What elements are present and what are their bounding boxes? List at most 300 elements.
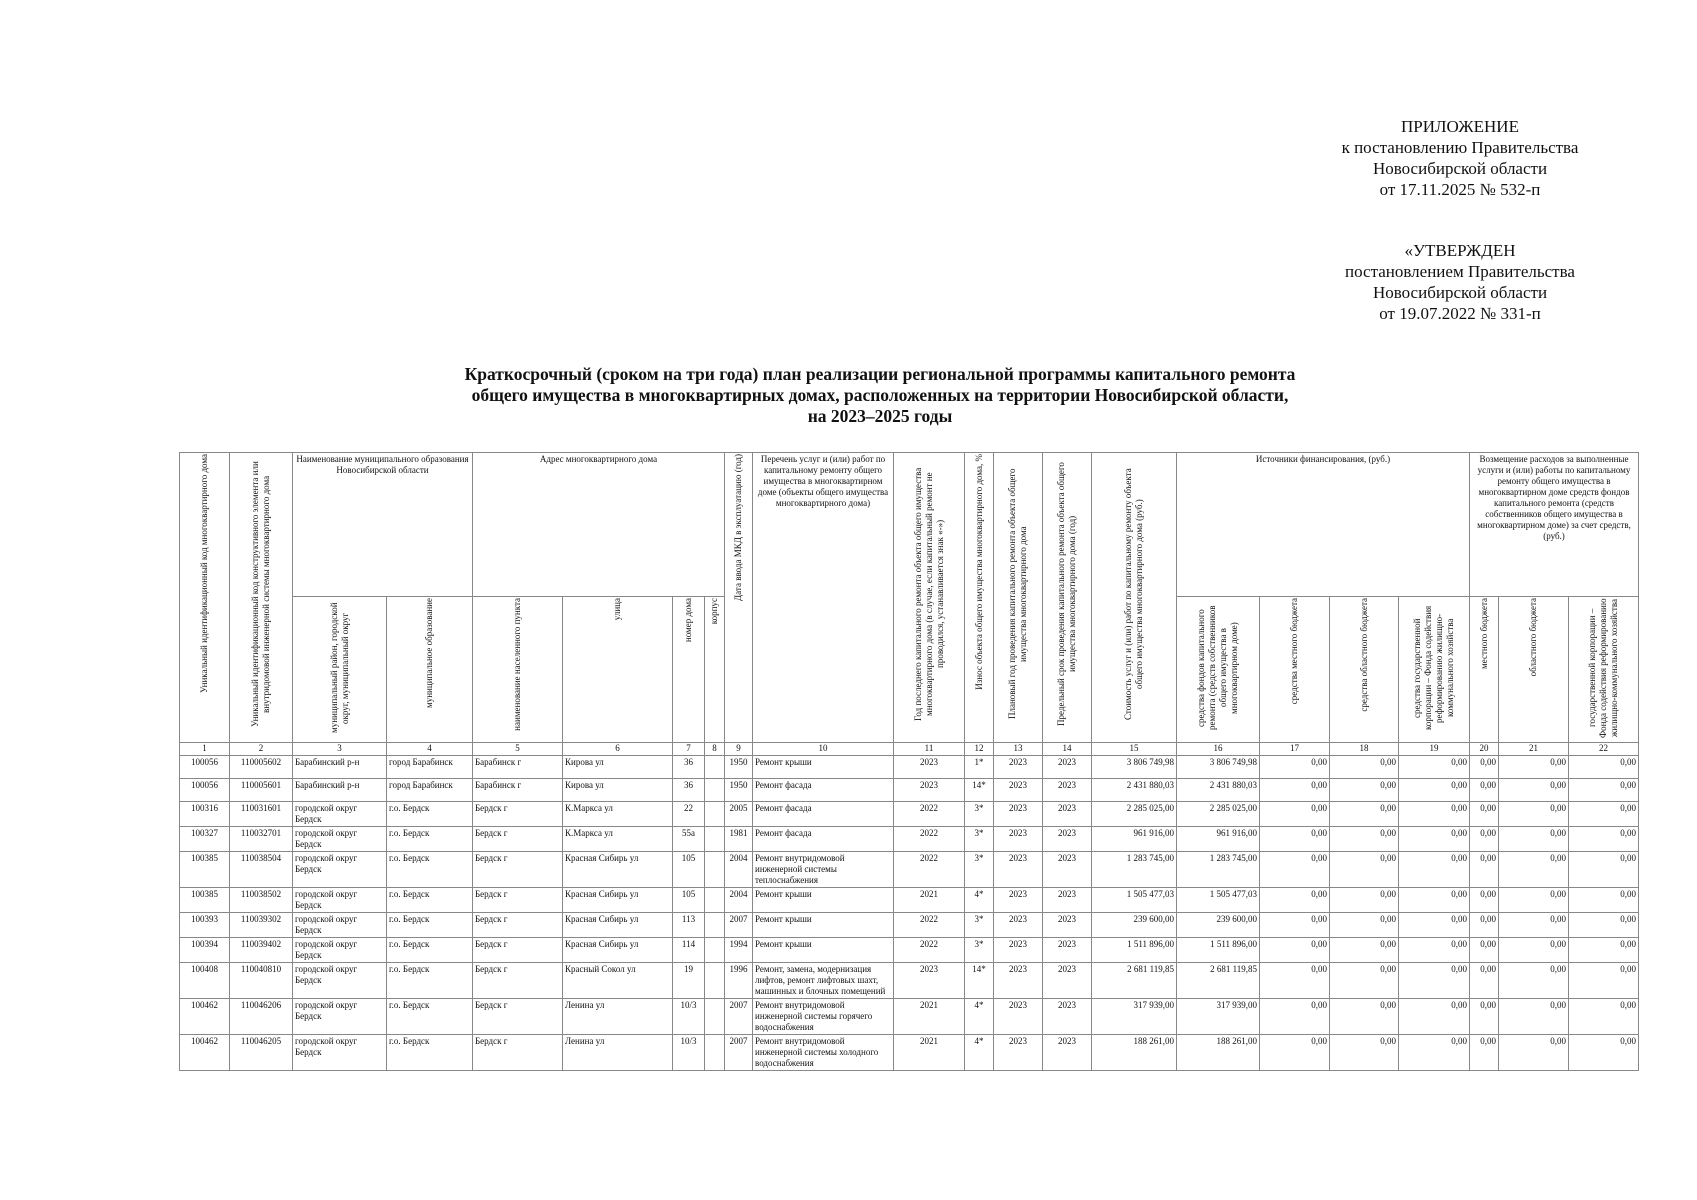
column-number-cell: 21 [1499,743,1569,756]
table-cell [705,999,725,1035]
header-cell [1043,453,1092,743]
table-cell: 0,00 [1569,963,1639,999]
table-row [180,1035,1639,1071]
table-cell: 2023 [894,963,965,999]
table-cell: 0,00 [1330,913,1399,938]
table-cell [705,827,725,852]
table-cell: 0,00 [1330,852,1399,888]
header-cell [1177,597,1260,743]
column-number-cell: 14 [1043,743,1092,756]
table-cell: 0,00 [1330,938,1399,963]
header-text: Стоимость услуг и (или) работ по капитальному ремонту объекта общего имущества многоквартирного дома (руб.) [1123,468,1144,720]
table-cell: 0,00 [1260,888,1330,913]
table-cell [705,913,725,938]
approval-line: Новосибирской области [1372,283,1548,302]
table-cell: городской округ Бердск [293,802,387,827]
header-cell [1330,597,1399,743]
table-cell: 1 283 745,00 [1177,852,1260,888]
table-cell: 100462 [180,1035,230,1071]
table-row [180,779,1639,802]
table-cell: 2021 [894,1035,965,1071]
column-number-cell: 20 [1470,743,1499,756]
table-cell: Барабинск г [473,756,563,779]
table-cell: 2023 [1043,827,1092,852]
header-cell [1399,597,1470,743]
column-number-cell: 3 [293,743,387,756]
header-text: наименование населенного пункта [512,598,522,731]
table-cell: Бердск г [473,802,563,827]
table-cell: Бердск г [473,938,563,963]
table-row [180,827,1639,852]
table-cell: 100394 [180,938,230,963]
table-cell [705,1035,725,1071]
title-line: общего имущества в многоквартирных домах, расположенных на территории Новосибирской области, [471,385,1289,405]
table-cell: 2005 [725,802,753,827]
table-cell: 2004 [725,852,753,888]
column-number-cell: 11 [894,743,965,756]
title-line: на 2023–2025 годы [807,406,953,426]
table-cell: 0,00 [1470,938,1499,963]
table-cell: 114 [673,938,705,963]
table-cell: 0,00 [1330,999,1399,1035]
table-cell: Ремонт внутридомовой инженерной системы холодного водоснабжения [753,1035,894,1071]
header-cell [705,597,725,743]
table-cell: 110038504 [230,852,293,888]
table-cell: 0,00 [1470,802,1499,827]
table-cell [705,756,725,779]
table-cell: 0,00 [1260,1035,1330,1071]
table-row [180,888,1639,913]
table-cell: 0,00 [1569,779,1639,802]
table-cell: городской округ Бердск [293,913,387,938]
table-cell: 2023 [994,802,1043,827]
table-cell: 0,00 [1330,756,1399,779]
table-cell: 110038502 [230,888,293,913]
table-cell: 0,00 [1499,1035,1569,1071]
table-cell: Барабинский р-н [293,779,387,802]
table-cell: К.Маркса ул [563,802,673,827]
table-cell: 110039302 [230,913,293,938]
header-cell [230,453,293,743]
table-cell: Кирова ул [563,756,673,779]
column-number-cell: 17 [1260,743,1330,756]
table-cell: 2023 [994,852,1043,888]
table-cell: Ремонт фасада [753,779,894,802]
table-cell: Ремонт фасада [753,827,894,852]
table-cell: 2023 [994,779,1043,802]
table-cell: 2023 [894,779,965,802]
header-cell [1092,453,1177,743]
header-cell [994,453,1043,743]
table-cell: город Барабинск [387,756,473,779]
table-cell: 2 285 025,00 [1092,802,1177,827]
header-text: Предельный срок проведения капитального ремонта объекта общего имущества многоквартирного дома (год) [1056,462,1077,726]
table-cell: 1950 [725,756,753,779]
table-cell: 0,00 [1330,802,1399,827]
table-cell: г.о. Бердск [387,938,473,963]
header-text: средства местного бюджета [1289,598,1299,705]
header-text: Дата ввода МКД в эксплуатацию (год) [733,454,743,601]
header-group-address: Адрес многоквартирного дома [473,453,725,597]
table-cell: 2021 [894,888,965,913]
column-number-cell: 18 [1330,743,1399,756]
header-cell [473,597,563,743]
title-line: Краткосрочный (сроком на три года) план реализации региональной программы капитального ремонта [464,364,1296,384]
table-cell: 3* [965,827,994,852]
table-cell: 100316 [180,802,230,827]
table-cell: 3* [965,852,994,888]
table-cell: 19 [673,963,705,999]
header-text: Уникальный идентификационный код конструктивного элемента или внутридомовой инженерной системы многоквартирного дома [250,461,271,727]
header-cell [293,597,387,743]
table-cell: 2 431 880,03 [1092,779,1177,802]
header-text: средства областного бюджета [1358,598,1369,712]
column-number-cell: 8 [705,743,725,756]
table-cell: 0,00 [1330,779,1399,802]
table-row [180,999,1639,1035]
approval-line: постановлением Правительства [1345,262,1575,281]
table-cell: 4* [965,999,994,1035]
table-cell: 0,00 [1330,888,1399,913]
table-cell: 2022 [894,852,965,888]
table-cell: 2007 [725,913,753,938]
table-cell: Ремонт фасада [753,802,894,827]
table-cell: 3* [965,802,994,827]
table-cell: 36 [673,756,705,779]
table-cell: 55а [673,827,705,852]
table-cell: 0,00 [1569,1035,1639,1071]
table-cell: 110040810 [230,963,293,999]
table-row [180,852,1639,888]
table-cell: 1994 [725,938,753,963]
table-cell: Ремонт крыши [753,888,894,913]
table-cell: Бердск г [473,888,563,913]
table-cell: 0,00 [1330,1035,1399,1071]
table-cell: Красная Сибирь ул [563,888,673,913]
table-row [180,913,1639,938]
column-number-cell: 4 [387,743,473,756]
table-cell: 0,00 [1499,888,1569,913]
table-cell: 2023 [994,913,1043,938]
table-cell: 100056 [180,756,230,779]
table-cell: 2023 [994,999,1043,1035]
column-number-cell: 1 [180,743,230,756]
table-cell: 2023 [994,756,1043,779]
column-number-cell: 16 [1177,743,1260,756]
table-cell: 3* [965,938,994,963]
approval-line: от 19.07.2022 № 331-п [1379,304,1541,323]
table-cell: 110046205 [230,1035,293,1071]
table-cell: 0,00 [1470,999,1499,1035]
table-cell: Ремонт, замена, модернизация лифтов, ремонт лифтовых шахт, машинных и блочных помещений [753,963,894,999]
table-cell: городской округ Бердск [293,1035,387,1071]
table-cell: 2023 [994,1035,1043,1071]
header-cell [563,597,673,743]
table-cell: 110032701 [230,827,293,852]
column-number-cell: 22 [1569,743,1639,756]
table-cell: 0,00 [1260,827,1330,852]
table-cell: 0,00 [1569,888,1639,913]
header-cell: Перечень услуг и (или) работ по капитальному ремонту общего имущества в многоквартирном доме (объекты общего имущества многоквартирного дома) [753,453,894,743]
column-number-cell: 7 [673,743,705,756]
table-cell: 0,00 [1499,963,1569,999]
table-cell: 0,00 [1499,756,1569,779]
table-cell: 0,00 [1470,756,1499,779]
table-cell: Ремонт внутридомовой инженерной системы теплоснабжения [753,852,894,888]
table-cell: 1981 [725,827,753,852]
table-cell: 4* [965,888,994,913]
table-cell: 0,00 [1499,999,1569,1035]
table-cell: г.о. Бердск [387,1035,473,1071]
table-cell: 110031601 [230,802,293,827]
table-cell: Бердск г [473,852,563,888]
header-cell [673,597,705,743]
table-cell: 0,00 [1470,852,1499,888]
table-cell: 1* [965,756,994,779]
table-cell: 0,00 [1399,852,1470,888]
table-cell [705,938,725,963]
table-cell: 2023 [1043,913,1092,938]
header-cell [1569,597,1639,743]
table-cell: 100462 [180,999,230,1035]
table-cell: 105 [673,888,705,913]
table-cell: 239 600,00 [1177,913,1260,938]
table-cell: 0,00 [1569,802,1639,827]
appendix-line: от 17.11.2025 № 532-п [1379,180,1541,199]
table-cell: 2023 [1043,779,1092,802]
table-cell: 2022 [894,802,965,827]
header-cell [1260,597,1330,743]
table-cell: 105 [673,852,705,888]
table-cell [705,802,725,827]
table-cell: 0,00 [1470,1035,1499,1071]
table-cell: 2023 [1043,888,1092,913]
header-text: номер дома [683,598,693,643]
table-cell: Кирова ул [563,779,673,802]
table-cell: 1996 [725,963,753,999]
table-cell: городской округ Бердск [293,852,387,888]
header-text: Уникальный идентификационный код многоквартирного дома [199,454,209,693]
table-cell: г.о. Бердск [387,999,473,1035]
table-cell: 317 939,00 [1092,999,1177,1035]
column-number-cell: 6 [563,743,673,756]
header-text: средства фондов капитального ремонта (средств собственников общего имущества в многоквартирном доме) [1196,605,1239,731]
header-cell [965,453,994,743]
table-cell: 2 681 119,85 [1177,963,1260,999]
table-cell: г.о. Бердск [387,852,473,888]
table-cell: Ремонт крыши [753,913,894,938]
table-cell: 2004 [725,888,753,913]
header-cell [180,453,230,743]
column-number-cell: 13 [994,743,1043,756]
table-cell: 110005602 [230,756,293,779]
table-cell: 0,00 [1260,779,1330,802]
table-cell: г.о. Бердск [387,827,473,852]
table-cell: г.о. Бердск [387,888,473,913]
table-cell: Красный Сокол ул [563,963,673,999]
table-cell: 0,00 [1330,963,1399,999]
table-cell: Красная Сибирь ул [563,913,673,938]
table-cell: 0,00 [1260,913,1330,938]
table-cell: 100385 [180,888,230,913]
column-number-cell: 12 [965,743,994,756]
table-cell: 1 511 896,00 [1177,938,1260,963]
table-cell: 10/3 [673,999,705,1035]
table-cell: город Барабинск [387,779,473,802]
header-cell [1499,597,1569,743]
appendix-line: Новосибирской области [1372,159,1548,178]
table-cell: 961 916,00 [1177,827,1260,852]
table-cell: 4* [965,1035,994,1071]
table-cell: 2023 [1043,999,1092,1035]
column-number-cell: 9 [725,743,753,756]
table-cell: 0,00 [1470,888,1499,913]
table-cell: Бердск г [473,913,563,938]
table-cell: Ремонт крыши [753,938,894,963]
table-cell: Бердск г [473,999,563,1035]
table-cell: 36 [673,779,705,802]
table-row [180,963,1639,999]
table-cell: 2023 [994,827,1043,852]
table-cell: 3 806 749,98 [1177,756,1260,779]
table-cell: 1950 [725,779,753,802]
table-cell: 0,00 [1399,802,1470,827]
table-cell: 0,00 [1569,852,1639,888]
table-cell: 0,00 [1399,1035,1470,1071]
table-cell: г.о. Бердск [387,913,473,938]
table-cell: 100056 [180,779,230,802]
plan-table [179,452,1639,1071]
plan-table-body [180,756,1639,1071]
table-cell: 110046206 [230,999,293,1035]
document-title [450,364,1310,427]
table-cell: Красная Сибирь ул [563,938,673,963]
table-cell: 2023 [994,963,1043,999]
header-cell [1470,597,1499,743]
table-cell: городской округ Бердск [293,938,387,963]
table-cell: 14* [965,963,994,999]
table-cell: 0,00 [1499,827,1569,852]
table-cell: 14* [965,779,994,802]
table-cell: 2023 [1043,963,1092,999]
table-cell: 100327 [180,827,230,852]
table-cell: 2023 [894,756,965,779]
table-cell: 0,00 [1470,779,1499,802]
approval-line: «УТВЕРЖДЕН [1404,241,1516,260]
table-cell: 22 [673,802,705,827]
table-cell: 2023 [1043,1035,1092,1071]
table-cell: г.о. Бердск [387,802,473,827]
table-cell: 0,00 [1260,852,1330,888]
table-cell: 110039402 [230,938,293,963]
table-cell: 0,00 [1399,963,1470,999]
table-cell: 2023 [1043,756,1092,779]
table-cell: 2007 [725,1035,753,1071]
table-cell: Ленина ул [563,1035,673,1071]
header-text: муниципальный район, городской округ, муниципальный округ [328,602,350,734]
column-number-cell: 15 [1092,743,1177,756]
table-cell: 0,00 [1569,913,1639,938]
header-text: областного бюджета [1528,598,1538,677]
table-cell: Барабинск г [473,779,563,802]
table-cell: городской округ Бердск [293,888,387,913]
column-number-cell: 10 [753,743,894,756]
header-text: Плановый год проведения капитального ремонта объекта общего имущества многоквартирного дома [1007,468,1028,720]
table-cell: 3 806 749,98 [1092,756,1177,779]
table-cell: 188 261,00 [1092,1035,1177,1071]
table-cell: 113 [673,913,705,938]
table-cell: 317 939,00 [1177,999,1260,1035]
header-text: средства государственной корпорации – Фонда содействия реформированию жилищно-коммунального хозяйства [1412,605,1455,731]
header-text: Износ объекта общего имущества многоквартирного дома, % [973,454,984,690]
table-cell: 3* [965,913,994,938]
appendix-line: к постановлению Правительства [1341,138,1579,157]
table-cell: 1 505 477,03 [1177,888,1260,913]
table-cell: Бердск г [473,827,563,852]
table-cell: 1 511 896,00 [1092,938,1177,963]
column-number-cell: 5 [473,743,563,756]
table-cell: 1 505 477,03 [1092,888,1177,913]
table-cell: К.Маркса ул [563,827,673,852]
appendix-block [1300,116,1620,200]
table-cell: 0,00 [1569,827,1639,852]
table-cell: 0,00 [1399,999,1470,1035]
table-cell: городской округ Бердск [293,999,387,1035]
header-group-reimbursement: Возмещение расходов за выполненные услуги и (или) работы по капитальному ремонту общего имущества в многоквартирном доме средств фондов капитального ремонта (средств собственников общего имущества в многоквартирном доме) за счет средств, (руб.) [1470,453,1639,597]
table-cell: 100385 [180,852,230,888]
table-cell: 0,00 [1399,938,1470,963]
column-number-cell: 19 [1399,743,1470,756]
table-cell: 0,00 [1499,802,1569,827]
header-text: государственной корпорации – Фонда содействия реформированию жилищно-коммунального хозяйства [1587,598,1619,738]
table-row [180,938,1639,963]
table-cell: 0,00 [1260,963,1330,999]
table-cell: 0,00 [1260,938,1330,963]
table-cell: 0,00 [1399,779,1470,802]
table-cell: городской округ Бердск [293,963,387,999]
table-cell [705,852,725,888]
table-cell: 0,00 [1499,779,1569,802]
header-text: муниципальное образование [424,598,434,708]
table-cell: 0,00 [1399,756,1470,779]
table-cell: 0,00 [1470,963,1499,999]
table-cell: г.о. Бердск [387,963,473,999]
header-cell [387,597,473,743]
table-cell: 1 283 745,00 [1092,852,1177,888]
table-cell: 10/3 [673,1035,705,1071]
table-cell: 0,00 [1470,913,1499,938]
table-cell: 961 916,00 [1092,827,1177,852]
header-text: местного бюджета [1478,598,1489,669]
column-number-cell: 2 [230,743,293,756]
table-cell: 2023 [994,938,1043,963]
table-cell: 0,00 [1499,852,1569,888]
header-text: улица [612,598,622,621]
table-cell: городской округ Бердск [293,827,387,852]
table-cell: 2023 [1043,802,1092,827]
column-number-row [180,743,1639,756]
table-cell: 2 681 119,85 [1092,963,1177,999]
table-cell: 0,00 [1499,913,1569,938]
table-cell: Красная Сибирь ул [563,852,673,888]
table-cell: 110005601 [230,779,293,802]
table-cell: 2021 [894,999,965,1035]
table-cell [705,963,725,999]
table-cell: 0,00 [1569,999,1639,1035]
table-cell: 239 600,00 [1092,913,1177,938]
table-cell: Ремонт внутридомовой инженерной системы горячего водоснабжения [753,999,894,1035]
table-cell: 0,00 [1569,756,1639,779]
